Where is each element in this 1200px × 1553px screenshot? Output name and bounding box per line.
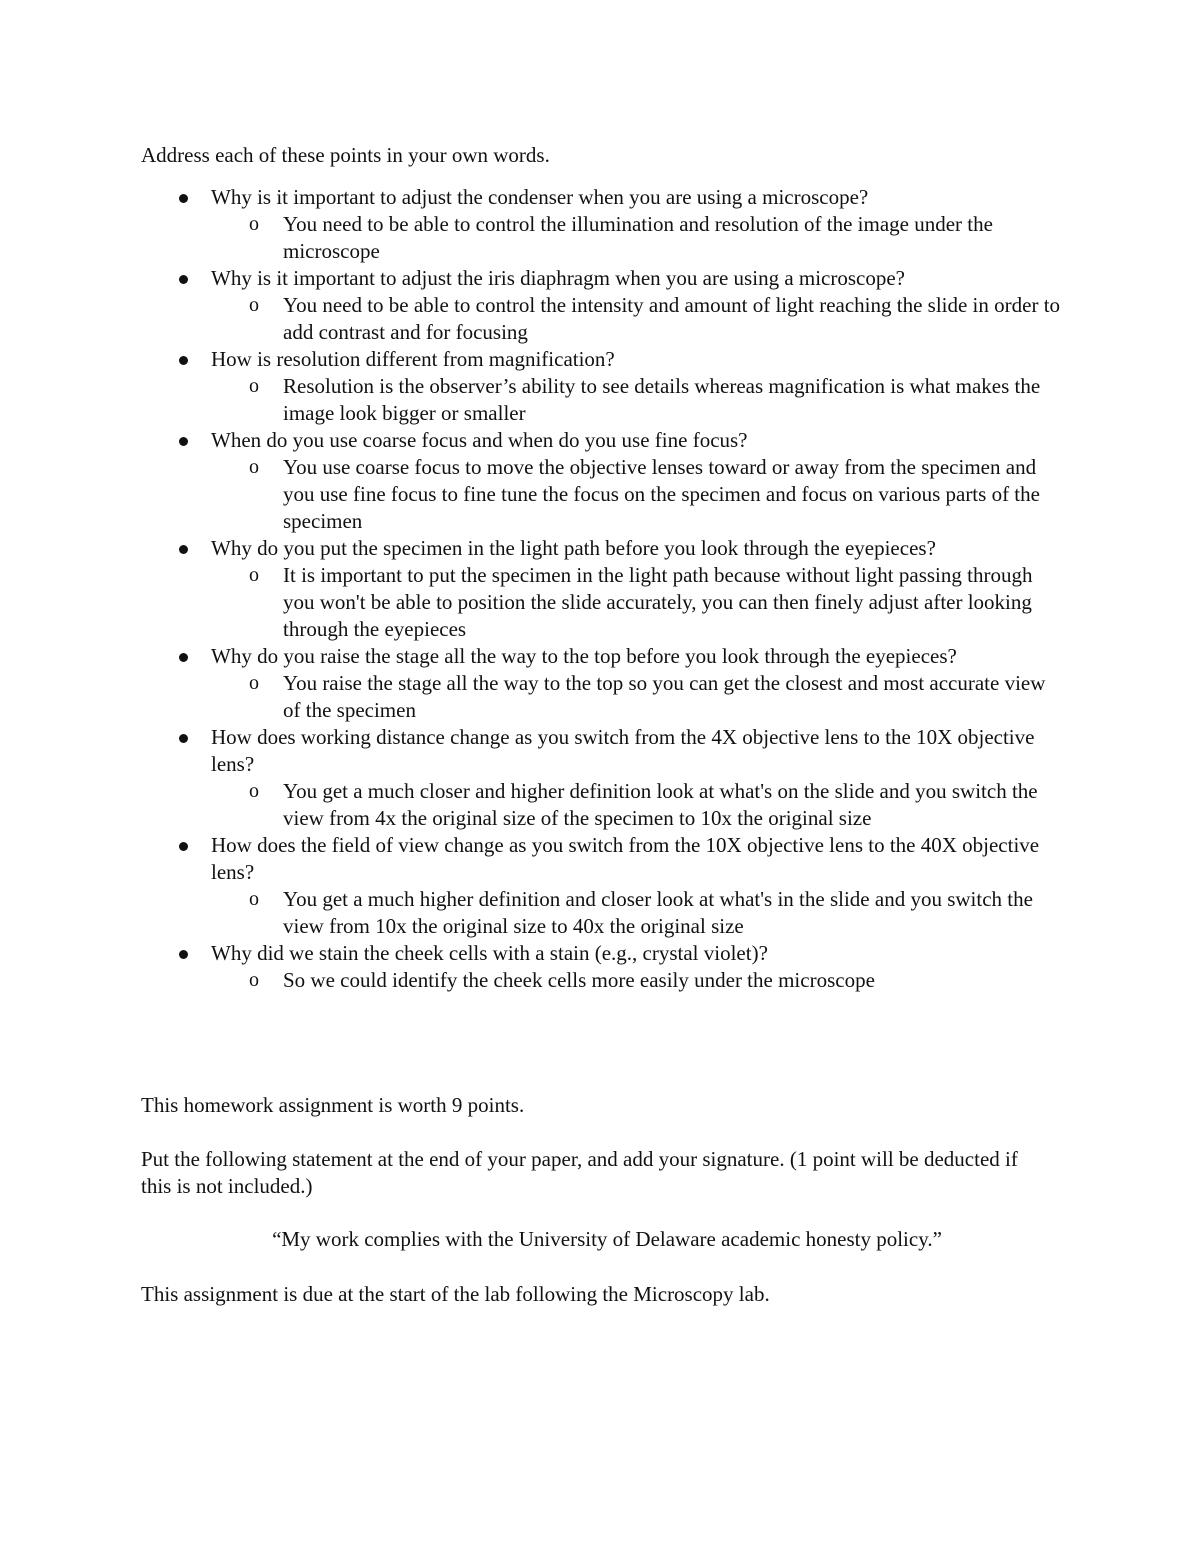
question-text: How does working distance change as you switch from the 4X objective lens to the 10X objective lens?: [211, 725, 1035, 776]
answer-marker-icon: o: [249, 375, 259, 397]
question-item: [141, 346, 1061, 427]
answer-text: You raise the stage all the way to the top so you can get the closest and most accurate view of the specimen: [283, 671, 1046, 722]
bullet-dot-icon: [179, 653, 188, 662]
answer-list: [211, 670, 1061, 724]
answer-marker-icon: o: [249, 969, 259, 991]
answer-list: [211, 778, 1061, 832]
question-text: Why is it important to adjust the condenser when you are using a microscope?: [211, 185, 869, 209]
question-item: [141, 832, 1061, 940]
answer-marker-icon: o: [249, 294, 259, 316]
bullet-dot-icon: [179, 275, 188, 284]
question-text: Why did we stain the cheek cells with a stain (e.g., crystal violet)?: [211, 941, 768, 965]
answer-list: [211, 967, 1061, 994]
question-text: Why do you put the specimen in the light path before you look through the eyepieces?: [211, 536, 936, 560]
points-worth-text: This homework assignment is worth 9 points.: [141, 1093, 525, 1117]
answer-list: [211, 292, 1061, 346]
answer-item: [211, 778, 1061, 832]
answer-item: [211, 562, 1061, 643]
answer-marker-icon: o: [249, 888, 259, 910]
answer-marker-icon: o: [249, 456, 259, 478]
answer-text: Resolution is the observer’s ability to see details whereas magnification is what makes the image look bigger or smaller: [283, 374, 1041, 425]
answer-text: It is important to put the specimen in the light path because without light passing through you won't be able to position the slide accurately, you can then finely adjust after looking through the eyepieces: [283, 563, 1033, 641]
question-item: [141, 643, 1061, 724]
honesty-statement: “My work complies with the University of Delaware academic honesty policy.”: [272, 1227, 942, 1251]
bullet-dot-icon: [179, 194, 188, 203]
answer-item: [211, 454, 1061, 535]
question-list: [141, 184, 1061, 994]
question-text: Why do you raise the stage all the way to the top before you look through the eyepieces?: [211, 644, 957, 668]
answer-marker-icon: o: [249, 672, 259, 694]
signature-instruction-text: Put the following statement at the end of your paper, and add your signature. (1 point will be deducted if this is not included.): [141, 1147, 1018, 1198]
answer-text: You use coarse focus to move the objective lenses toward or away from the specimen and you use fine focus to fine tune the focus on the specimen and focus on various parts of the specimen: [283, 455, 1040, 533]
bullet-dot-icon: [179, 734, 188, 743]
answer-text: You get a much higher definition and closer look at what's in the slide and you switch the view from 10x the original size to 40x the original size: [283, 887, 1033, 938]
question-text: Why is it important to adjust the iris diaphragm when you are using a microscope?: [211, 266, 906, 290]
question-section: [141, 140, 1061, 994]
bullet-dot-icon: [179, 842, 188, 851]
bullet-dot-icon: [179, 437, 188, 446]
answer-item: [211, 292, 1061, 346]
question-item: [141, 940, 1061, 994]
bullet-dot-icon: [179, 545, 188, 554]
answer-list: [211, 454, 1061, 535]
question-text: How does the field of view change as you switch from the 10X objective lens to the 40X objective lens?: [211, 833, 1040, 884]
answer-list: [211, 562, 1061, 643]
answer-marker-icon: o: [249, 213, 259, 235]
answer-list: [211, 373, 1061, 427]
answer-marker-icon: o: [249, 780, 259, 802]
answer-text: You need to be able to control the illumination and resolution of the image under the microscope: [283, 212, 993, 263]
due-date-text: This assignment is due at the start of the lab following the Microscopy lab.: [141, 1282, 770, 1306]
answer-text: You get a much closer and higher definition look at what's on the slide and you switch the view from 4x the original size of the specimen to 10x the original size: [283, 779, 1038, 830]
intro-text: Address each of these points in your own words.: [141, 143, 550, 167]
bullet-dot-icon: [179, 950, 188, 959]
answer-item: [211, 211, 1061, 265]
question-text: When do you use coarse focus and when do you use fine focus?: [211, 428, 748, 452]
question-item: [141, 265, 1061, 346]
question-text: How is resolution different from magnification?: [211, 347, 615, 371]
answer-text: You need to be able to control the intensity and amount of light reaching the slide in order to add contrast and for focusing: [283, 293, 1061, 344]
question-item: [141, 535, 1061, 643]
answer-item: [211, 373, 1061, 427]
answer-list: [211, 211, 1061, 265]
question-item: [141, 724, 1061, 832]
answer-marker-icon: o: [249, 564, 259, 586]
question-item: [141, 427, 1061, 535]
question-item: [141, 184, 1061, 265]
answer-text: So we could identify the cheek cells more easily under the microscope: [283, 968, 875, 992]
answer-item: [211, 670, 1061, 724]
answer-item: [211, 967, 1061, 994]
bullet-dot-icon: [179, 356, 188, 365]
answer-list: [211, 886, 1061, 940]
answer-item: [211, 886, 1061, 940]
